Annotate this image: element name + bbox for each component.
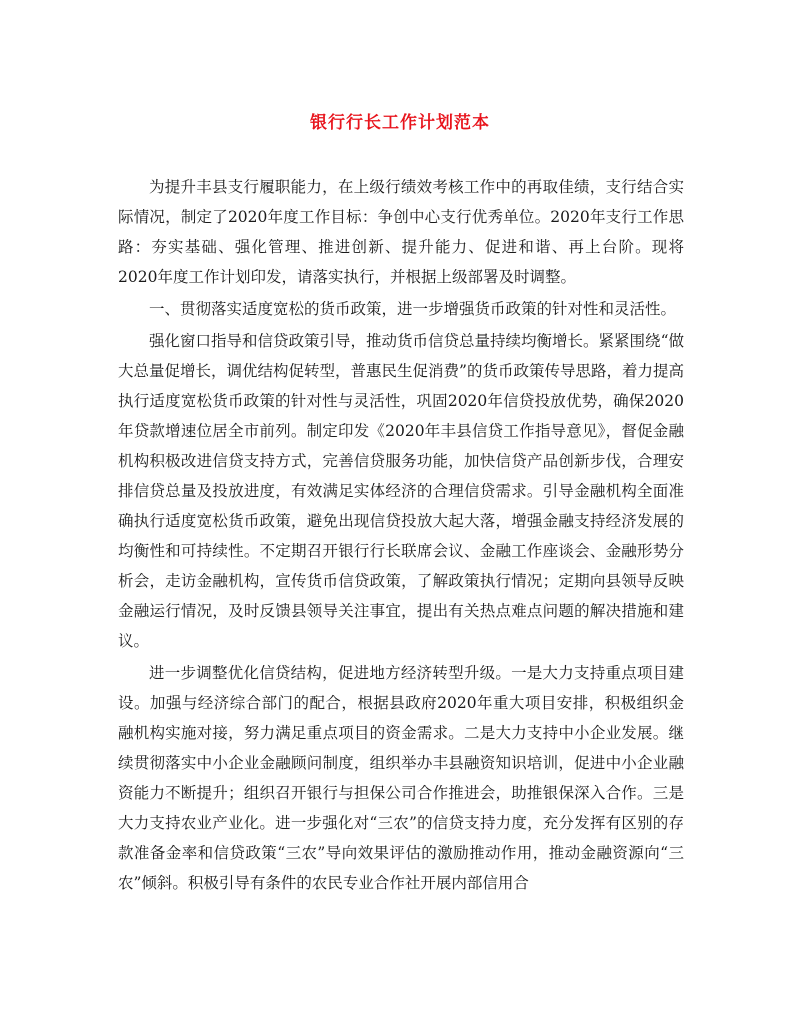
paragraph-credit-guidance: 强化窗口指导和信贷政策引导，推动货币信贷总量持续均衡增长。紧紧围绕“做大总量促增长，调优结构促转型，普惠民生促消费”的货币政策传导思路，着力提高执行适度宽松货币政策的针对性与灵活性，巩固2020年信贷投放优势，确保2020年贷款增速位居全市前列。制定印发《2020年丰县信贷工作指导意见》，督促金融机构积极改进信贷支持方式，完善信贷服务功能，加快信贷产品创新步伐，合理安排信贷总量及投放进度，有效满足实体经济的合理信贷需求。引导金融机构全面准确执行适度宽松货币政策，避免出现信贷投放大起大落，增强金融支持经济发展的均衡性和可持续性。不定期召开银行行长联席会议、金融工作座谈会、金融形势分析会，走访金融机构，宣传货币信贷政策，了解政策执行情况；定期向县领导反映金融运行情况，及时反馈县领导关注事宜，提出有关热点难点问题的解决措施和建议。 (118, 332, 684, 650)
document-title: 银行行长工作计划范本 (310, 113, 490, 133)
paragraph-credit-structure: 进一步调整优化信贷结构，促进地方经济转型升级。一是大力支持重点项目建设。加强与经济综合部门的配合，根据县政府2020年重大项目安排，积极组织金融机构实施对接，努力满足重点项目的资金需求。二是大力支持中小企业发展。继续贯彻落实中小企业金融顾问制度，组织举办丰县融资知识培训，促进中小企业融资能力不断提升；组织召开银行与担保公司合作推进会，助推银保深入合作。三是大力支持农业产业化。进一步强化对“三农”的信贷支持力度，充分发挥有区别的存款准备金率和信贷政策“三农”导向效果评估的激励推动作用，推动金融资源向“三农”倾斜。积极引导有条件的农民专业合作社开展内部信用合 (118, 664, 684, 892)
document-body (118, 172, 684, 900)
paragraph-intro: 为提升丰县支行履职能力，在上级行绩效考核工作中的再取佳绩，支行结合实际情况，制定了2020年度工作目标：争创中心支行优秀单位。2020年支行工作思路：夯实基础、强化管理、推进创新、提升能力、促进和谐、再上台阶。现将2020年度工作计划印发，请落实执行，并根据上级部署及时调整。 (118, 178, 684, 286)
paragraph-section-heading: 一、贯彻落实适度宽松的货币政策，进一步增强货币政策的针对性和灵活性。 (149, 300, 677, 318)
